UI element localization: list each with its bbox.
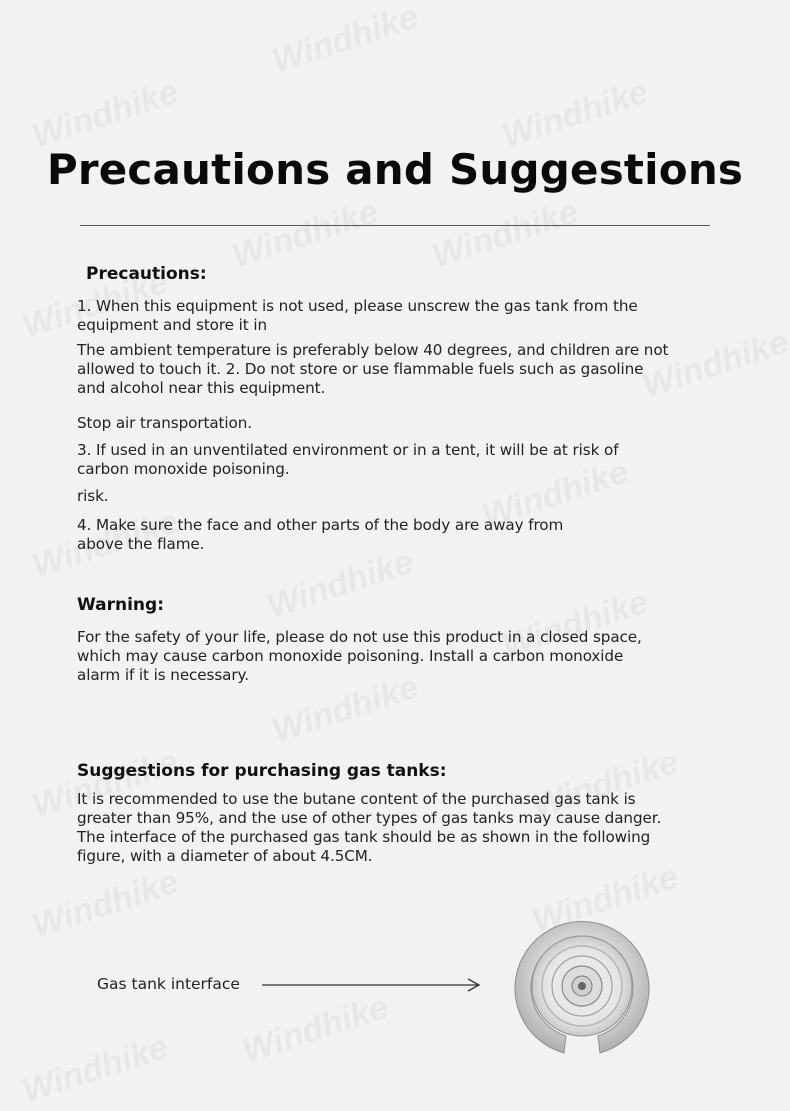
suggestions-line: It is recommended to use the butane content of the purchased gas tank is (77, 790, 636, 808)
precautions-line: 4. Make sure the face and other parts of the body are away from (77, 516, 564, 534)
precautions-line: 3. If used in an unventilated environment or in a tent, it will be at risk of (77, 441, 619, 459)
warning-heading: Warning: (77, 595, 165, 615)
watermark (428, 193, 583, 277)
precautions-line: equipment and store it in (77, 316, 268, 334)
watermark (268, 0, 423, 81)
precautions-line: risk. (77, 487, 109, 505)
page-title: Precautions and Suggestions (46, 145, 744, 194)
figure-caption: Gas tank interface (97, 975, 240, 993)
watermark (18, 1028, 173, 1111)
precautions-line: The ambient temperature is preferably below 40 degrees, and children are not (77, 341, 669, 359)
gas-tank-interface-image (512, 918, 652, 1058)
warning-line: which may cause carbon monoxide poisoning. Install a carbon monoxide (77, 647, 624, 665)
watermark (638, 323, 790, 407)
precautions-line: Stop air transportation. (77, 414, 252, 432)
title-divider (80, 225, 710, 226)
suggestions-line: greater than 95%, and the use of other types of gas tanks may cause danger. (77, 809, 662, 827)
precautions-line: 1. When this equipment is not used, please unscrew the gas tank from the (77, 297, 638, 315)
suggestions-line: figure, with a diameter of about 4.5CM. (77, 847, 373, 865)
watermark (498, 73, 653, 157)
watermark (238, 988, 393, 1072)
watermark (263, 543, 418, 627)
arrow-right-icon (262, 976, 482, 994)
watermark (28, 863, 183, 947)
suggestions-line: The interface of the purchased gas tank should be as shown in the following (77, 828, 651, 846)
precautions-line: and alcohol near this equipment. (77, 379, 326, 397)
suggestions-heading: Suggestions for purchasing gas tanks: (77, 761, 447, 781)
watermark (28, 73, 183, 157)
watermark (228, 193, 383, 277)
precautions-line: allowed to touch it. 2. Do not store or use flammable fuels such as gasoline (77, 360, 644, 378)
precautions-heading: Precautions: (86, 264, 207, 284)
watermark (268, 668, 423, 752)
warning-line: For the safety of your life, please do not use this product in a closed space, (77, 628, 642, 646)
warning-line: alarm if it is necessary. (77, 666, 249, 684)
precautions-line: above the flame. (77, 535, 205, 553)
precautions-line: carbon monoxide poisoning. (77, 460, 290, 478)
